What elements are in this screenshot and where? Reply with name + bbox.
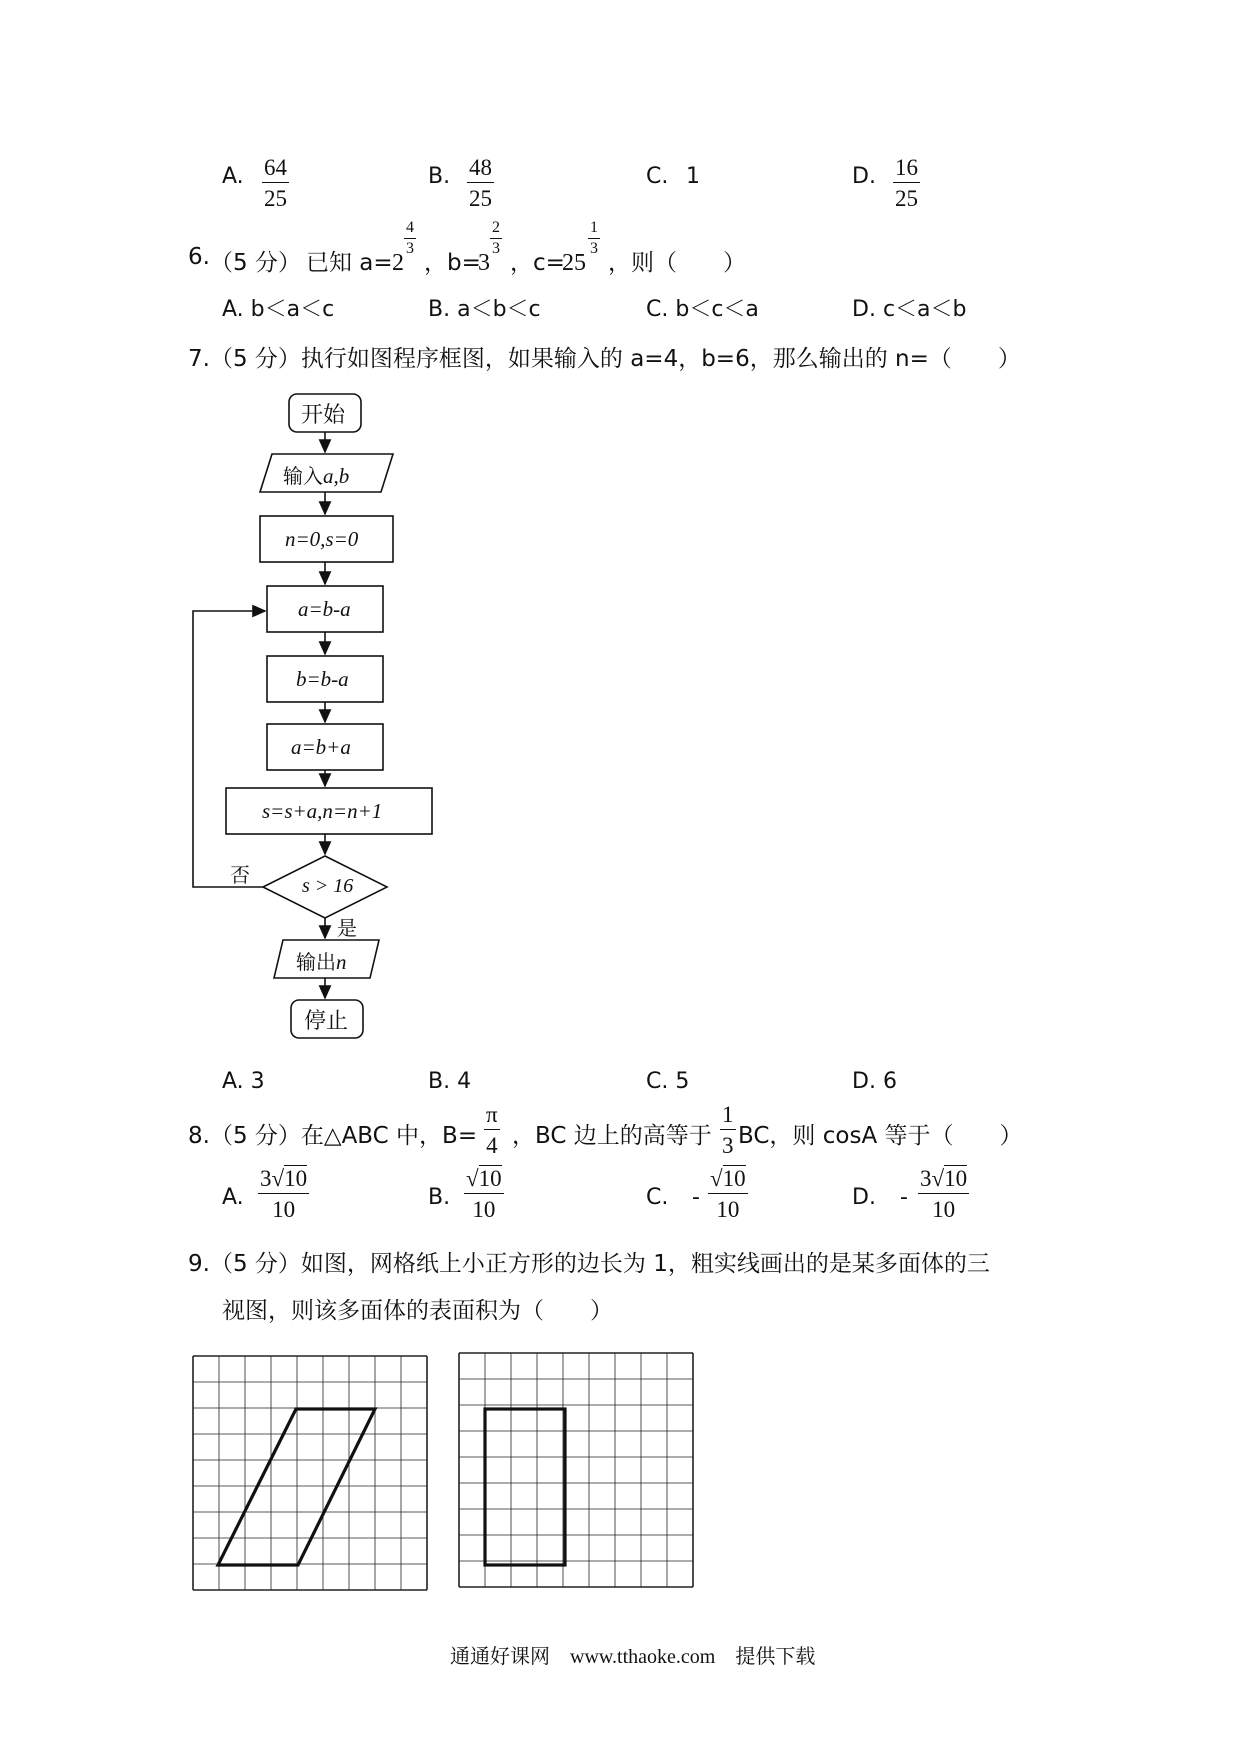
q9-line2: 视图，则该多面体的表面积为（ ） — [222, 1298, 613, 1324]
q5-option-c-letter: C. — [646, 164, 669, 189]
flowchart-no-label: 否 — [230, 863, 250, 887]
q5-option-b-fraction: $\frac{48}{25}$ — [469, 155, 492, 211]
q8-option-a-coef: 3 — [260, 1166, 272, 1191]
q8-option-d-radicand: 10 — [944, 1166, 968, 1191]
q9-parallelogram-view — [218, 1409, 375, 1565]
q9-grid-left — [193, 1356, 427, 1590]
q9-grid-right — [459, 1353, 693, 1587]
q5-option-d-fraction: $\frac{16}{25}$ — [895, 155, 918, 211]
q5-option-a-fraction: $\frac{64}{25}$ — [264, 155, 287, 211]
q8-option-d-den: 10 — [932, 1197, 956, 1222]
q8-suffix: BC，则 cosA 等于（ ） — [738, 1123, 1023, 1149]
q8-option-a-radicand: 10 — [284, 1166, 308, 1191]
flowchart-step3-label: a=b+a — [291, 735, 351, 759]
q6-number: 6. — [188, 244, 210, 270]
flowchart-decision-label: s > 16 — [302, 875, 354, 897]
flowchart-start-label: 开始 — [301, 403, 346, 428]
q7-option-c: C. 5 — [646, 1069, 690, 1094]
q5-option-b-letter: B. — [428, 164, 451, 189]
flowchart-step1-label: a=b-a — [298, 597, 351, 621]
q8-option-c-den: 10 — [716, 1197, 740, 1222]
flowchart-yes-label: 是 — [337, 916, 357, 940]
flowchart-step2-label: b=b-a — [296, 667, 349, 691]
q5-option-d-letter: D. — [852, 164, 876, 189]
q8-option-b-den: 10 — [472, 1197, 496, 1222]
q6-a-base: 2 — [392, 250, 404, 276]
q9-line1: 9.（5 分）如图，网格纸上小正方形的边长为 1，粗实线画出的是某多面体的三 — [188, 1251, 990, 1277]
q8-option-d-coef: 3 — [920, 1166, 932, 1191]
q6-option-a: A. b＜a＜c — [222, 297, 335, 322]
q8-option-c-letter: C. — [646, 1185, 669, 1210]
q6-b-base: 3 — [478, 250, 490, 276]
q8-prefix: 8.（5 分）在△ABC 中，B= — [188, 1123, 478, 1149]
q9-rectangle-view — [485, 1409, 565, 1565]
q8-height-fraction: $\frac{1}{3}$ — [722, 1102, 734, 1158]
q6-c-base: 25 — [562, 250, 586, 276]
q6-option-b: B. a＜b＜c — [428, 297, 541, 322]
q8-option-b-letter: B. — [428, 1185, 451, 1210]
q8-option-c-fraction: $\frac{√10}{10}$ — [710, 1166, 746, 1222]
flowchart-init-label: n=0,s=0 — [285, 527, 359, 551]
q6-c-label: ，c= — [510, 250, 565, 276]
q6-b-exponent: $\frac{2}{3}$ — [492, 219, 500, 257]
q6-b-label: ，b= — [424, 250, 481, 276]
q8-option-a-fraction: $\frac{3√10}{10}$ — [260, 1166, 308, 1222]
flowchart-input-label: 输入a,b — [283, 464, 350, 488]
q5-option-c-value: 1 — [686, 164, 700, 189]
q8-middle: ，BC 边上的高等于 — [512, 1123, 712, 1149]
flowchart-output-label: 输出n — [296, 950, 347, 974]
q8-option-b-radicand: 10 — [478, 1166, 502, 1191]
q8-option-c-sign: - — [692, 1185, 700, 1210]
q7-option-d: D. 6 — [852, 1069, 897, 1094]
q7-stem: 7.（5 分）执行如图程序框图，如果输入的 a=4，b=6，那么输出的 n=（ ） — [188, 346, 1021, 372]
q6-a-exponent: $\frac{4}{3}$ — [406, 219, 414, 257]
q6-option-d: D. c＜a＜b — [852, 297, 967, 322]
q8-option-d-letter: D. — [852, 1185, 876, 1210]
q6-option-c: C. b＜c＜a — [646, 297, 759, 322]
flowchart-step4-label: s=s+a,n=n+1 — [262, 799, 383, 823]
q8-angle-fraction: $\frac{\pi}{4}$ — [486, 1102, 498, 1158]
q5-option-a-letter: A. — [222, 164, 244, 189]
q6-c-exponent: $\frac{1}{3}$ — [590, 219, 598, 257]
q7-option-a: A. 3 — [222, 1069, 265, 1094]
q8-option-a-den: 10 — [272, 1197, 296, 1222]
q6-score: （5 分） — [210, 250, 301, 276]
flowchart-stop-label: 停止 — [304, 1009, 349, 1034]
q8-option-c-radicand: 10 — [722, 1166, 746, 1191]
q8-option-b-fraction: $\frac{√10}{10}$ — [466, 1166, 502, 1222]
page-footer: 通通好课网 www.tthaoke.com 提供下载 — [450, 1646, 816, 1668]
q7-option-b: B. 4 — [428, 1069, 472, 1094]
q8-option-d-sign: - — [900, 1185, 908, 1210]
q8-option-d-fraction: $\frac{3√10}{10}$ — [920, 1166, 968, 1222]
q6-suffix: ，则（ ） — [608, 250, 746, 276]
q8-option-a-letter: A. — [222, 1185, 244, 1210]
q6-text-prefix: 已知 a= — [306, 250, 393, 276]
